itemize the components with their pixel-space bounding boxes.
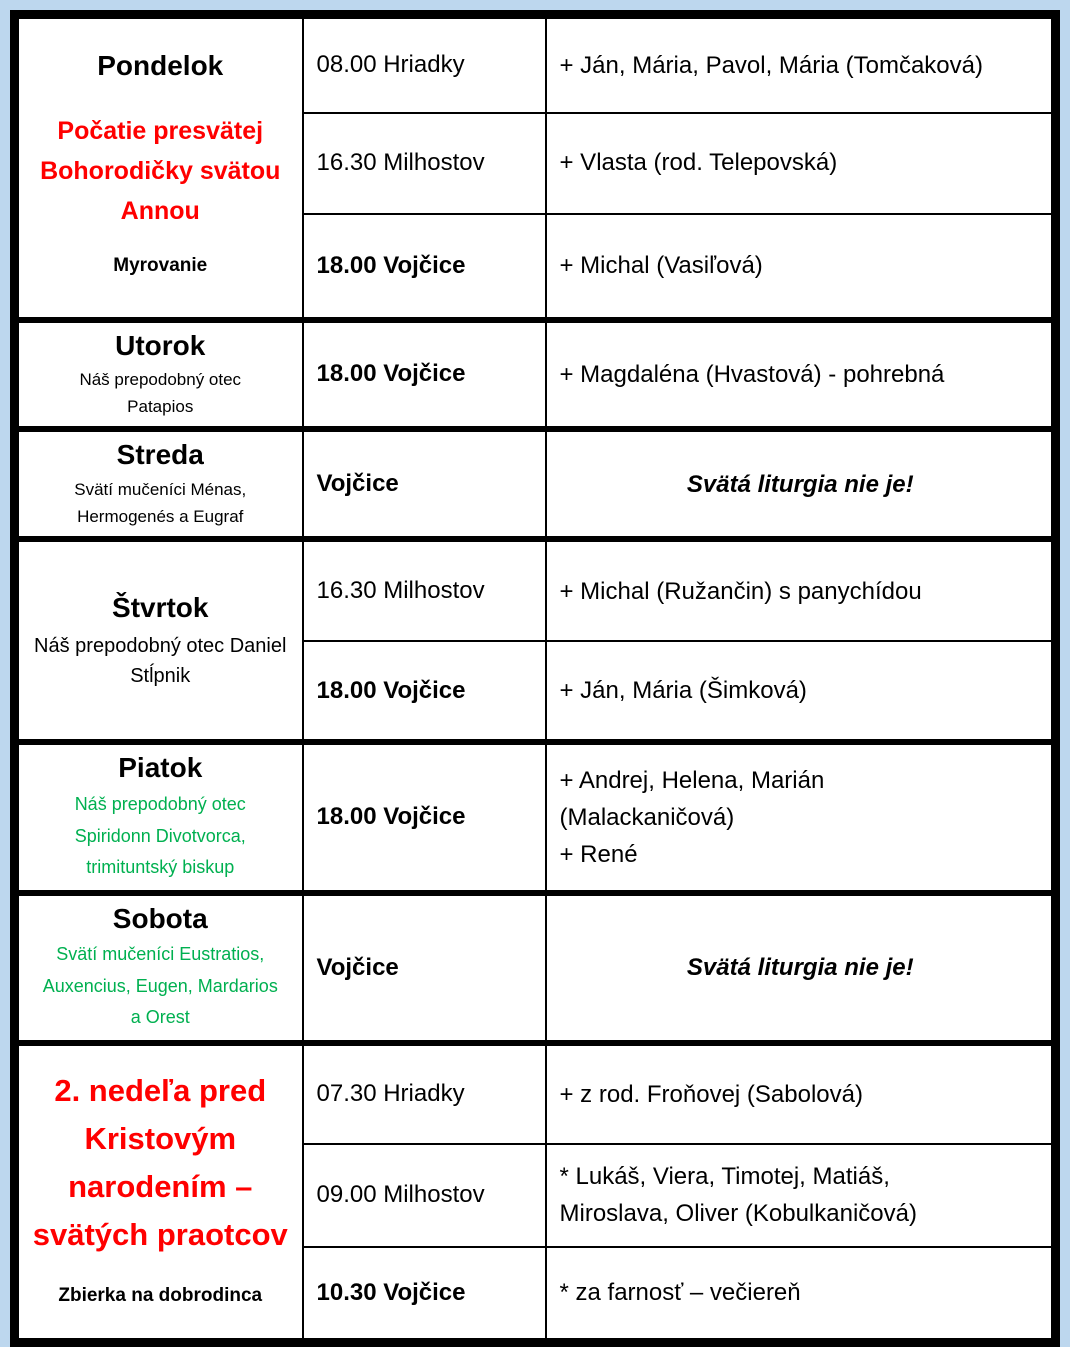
day-stack bbox=[27, 902, 294, 1034]
day-desc: Náš prepodobný otec Spiridonn Divotvorca, trimituntský biskup bbox=[74, 794, 246, 878]
day-stack bbox=[27, 329, 294, 421]
intention-cell: + Ján, Mária (Šimková) bbox=[546, 641, 1056, 742]
liturgical-schedule-table bbox=[10, 10, 1060, 1347]
intention-cell: + Vlasta (rod. Telepovská) bbox=[546, 113, 1056, 214]
day-desc: Svätí mučeníci Eustratios, Auxencius, Eugen, Mardarios a Orest bbox=[42, 944, 278, 1028]
day-title: Štvrtok bbox=[112, 592, 209, 624]
time-cell: Vojčice bbox=[303, 429, 546, 539]
time-cell: Vojčice bbox=[303, 893, 546, 1043]
day-desc: Náš prepodobný otec Daniel Stĺpnik bbox=[34, 634, 287, 687]
time-cell: 07.30 Hriadky bbox=[303, 1043, 546, 1144]
no-liturgy-cell: Svätá liturgia nie je! bbox=[546, 429, 1056, 539]
no-liturgy-cell: Svätá liturgia nie je! bbox=[546, 893, 1056, 1043]
table-row bbox=[15, 742, 1056, 892]
day-title: Pondelok bbox=[97, 49, 224, 81]
day-stack bbox=[27, 438, 294, 530]
time-cell: 09.00 Milhostov bbox=[303, 1144, 546, 1247]
day-title: Sobota bbox=[112, 902, 208, 934]
time-cell: 18.00 Vojčice bbox=[303, 214, 546, 320]
day-title: Utorok bbox=[115, 329, 206, 361]
day-stack bbox=[27, 751, 294, 883]
day-cell-utorok bbox=[15, 320, 303, 430]
intention-cell: + z rod. Froňovej (Sabolová) bbox=[546, 1043, 1056, 1144]
day-desc: Svätí mučeníci Ménas, Hermogenés a Eugraf bbox=[74, 480, 247, 527]
time-cell: 18.00 Vojčice bbox=[303, 641, 546, 742]
intention-cell: + Michal (Ružančin) s panychídou bbox=[546, 539, 1056, 641]
time-cell: 18.00 Vojčice bbox=[303, 742, 546, 892]
day-stack bbox=[27, 49, 294, 287]
table-row bbox=[15, 539, 1056, 641]
day-note: Myrovanie bbox=[113, 254, 208, 276]
day-title: Piatok bbox=[118, 752, 203, 784]
intention-cell: * za farnosť – večiereň bbox=[546, 1247, 1056, 1343]
day-stack bbox=[27, 1067, 294, 1317]
time-cell: 16.30 Milhostov bbox=[303, 113, 546, 214]
time-cell: 16.30 Milhostov bbox=[303, 539, 546, 641]
table-row bbox=[15, 893, 1056, 1043]
intention-cell: + Andrej, Helena, Marián (Malackaničová) + René bbox=[546, 742, 1056, 892]
day-title: 2. nedeľa pred Kristovým narodením – svätých praotcov bbox=[32, 1072, 288, 1252]
day-desc: Náš prepodobný otec Patapios bbox=[79, 370, 242, 417]
day-cell-pondelok bbox=[15, 15, 303, 320]
intention-cell: + Magdaléna (Hvastová) - pohrebná bbox=[546, 320, 1056, 430]
time-cell: 10.30 Vojčice bbox=[303, 1247, 546, 1343]
intention-cell: + Ján, Mária, Pavol, Mária (Tomčaková) bbox=[546, 15, 1056, 113]
day-cell-nedela bbox=[15, 1043, 303, 1343]
day-cell-streda bbox=[15, 429, 303, 539]
day-feast: Počatie presvätej Bohorodičky svätou Annou bbox=[40, 116, 281, 225]
table-row bbox=[15, 320, 1056, 430]
day-cell-sobota bbox=[15, 893, 303, 1043]
day-cell-stvrtok bbox=[15, 539, 303, 742]
table-row bbox=[15, 15, 1056, 113]
intention-cell: * Lukáš, Viera, Timotej, Matiáš, Miroslava, Oliver (Kobulkaničová) bbox=[546, 1144, 1056, 1247]
table-row bbox=[15, 1043, 1056, 1144]
day-cell-piatok bbox=[15, 742, 303, 892]
time-cell: 08.00 Hriadky bbox=[303, 15, 546, 113]
day-title: Streda bbox=[116, 439, 204, 471]
day-note: Zbierka na dobrodinca bbox=[58, 1284, 263, 1306]
intention-cell: + Michal (Vasiľová) bbox=[546, 214, 1056, 320]
day-stack bbox=[27, 591, 294, 691]
time-cell: 18.00 Vojčice bbox=[303, 320, 546, 430]
table-row bbox=[15, 429, 1056, 539]
